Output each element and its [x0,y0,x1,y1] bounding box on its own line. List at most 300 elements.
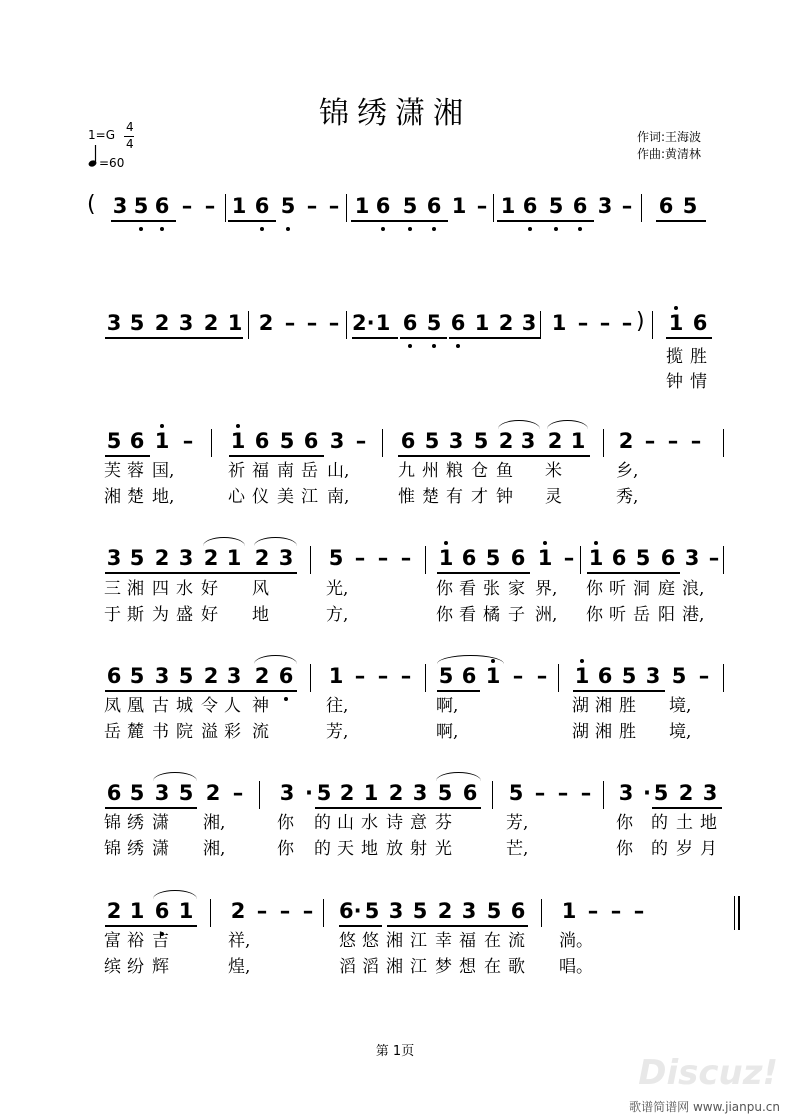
note: 2 [388,781,404,805]
lyric-char: 张 [483,579,500,599]
note: 3 [412,781,428,805]
dash-note: – [328,194,340,218]
lyric-char: 湖 [572,722,589,742]
note: 1 [500,194,516,218]
high-octave-dot [580,659,584,663]
note: 5 [486,899,502,923]
low-octave-dot [408,227,412,231]
tempo-marking: =60 [99,156,125,170]
dash-note: – [621,194,633,218]
note: 6 [462,781,478,805]
note: 6 [450,311,466,335]
bar-line [540,311,541,339]
dash-note: – [256,899,268,923]
lyric-char: 湘 [386,931,403,951]
lyric-char: 意 [410,813,427,833]
lyric-char: 湘 [104,487,121,507]
note: 1 [354,194,370,218]
bar-line [603,781,604,809]
note: 2 [254,546,270,570]
note: 6 [597,664,613,688]
note: 1 [668,311,684,335]
lyric-char: 南, [327,487,350,507]
note: 2 [547,429,563,453]
note: 1 [474,311,490,335]
note: 2 [154,311,170,335]
dash-note: – [621,311,633,335]
beam-underline [666,337,712,339]
lyric-char: 子 [508,605,525,625]
quarter-note-icon [88,144,98,172]
lyric-char: 斯 [127,605,144,625]
lyric-char: 胜 [619,696,636,716]
lyric-char: 书 [152,722,169,742]
lyric-char: 悠 [339,931,356,951]
note: 3 [684,546,700,570]
dash-note: – [181,194,193,218]
beam-underline [229,455,324,457]
dash-note: – [279,899,291,923]
note: 6 [254,429,270,453]
lyric-char: 的 [651,813,668,833]
lyric-char: 想 [459,957,476,977]
note: 3 [278,546,294,570]
note: 2 [437,899,453,923]
note: 3 [178,546,194,570]
lyric-char: 湘, [203,813,226,833]
lyric-char: 风 [252,579,269,599]
note: 1 [438,546,454,570]
lyric-char: 港, [682,605,705,625]
lyric-char: 南 [277,461,294,481]
high-octave-dot [674,306,678,310]
lyric-char: 于 [104,605,121,625]
note: 1 [537,546,553,570]
note: 2 [254,664,270,688]
note: 1 [129,899,145,923]
lyric-char: 在 [484,931,501,951]
note: 6 [510,899,526,923]
note: 5 [653,781,669,805]
low-octave-dot [381,227,385,231]
lyric-char: 人 [224,696,241,716]
time-signature-top: 4 [126,120,134,134]
bar-line [259,781,260,809]
lyric-char: 辉 [152,957,169,977]
bar-line [641,194,642,222]
lyric-char: 楚 [127,487,144,507]
lyric-char: 岳 [633,605,650,625]
note: 2 [203,546,219,570]
note: 1 [375,311,391,335]
lyric-char: 水 [176,579,193,599]
note: 1 [328,664,344,688]
bar-line [652,311,653,339]
final-bar-thick [738,896,740,930]
lyric-char: 放 [386,839,403,859]
low-octave-dot [578,227,582,231]
dash-note: – [557,781,569,805]
dash-note: – [644,429,656,453]
note: 5 [548,194,564,218]
dash-note: – [534,781,546,805]
dash-note: – [302,899,314,923]
note: 3 [106,311,122,335]
low-octave-dot [139,227,143,231]
note: 3 [106,546,122,570]
lyric-char: 粮 [446,461,463,481]
note: 6 [303,429,319,453]
dash-note: – [354,664,366,688]
lyric-char: 灵 [545,487,562,507]
note: 1 [574,664,590,688]
lyric-char: 听 [609,605,626,625]
dash-note: – [400,664,412,688]
lyric-char: 岳 [301,461,318,481]
note: 3 [226,664,242,688]
note: 1 [154,429,170,453]
note: 5 [508,781,524,805]
lyric-char: 富 [104,931,121,951]
lyric-char: 九 [398,461,415,481]
lyric-char: 江 [301,487,318,507]
slur [153,772,197,781]
lyric-char: 射 [410,839,427,859]
lyric-char: 天 [337,839,354,859]
note: 5 [279,429,295,453]
lyric-char: 芳, [506,813,529,833]
lyric-char: 诗 [386,813,403,833]
low-octave-dot [456,344,460,348]
beam-underline [339,925,382,927]
slur [437,655,504,664]
note: 3 [521,311,537,335]
slur [153,890,197,899]
lyric-char: 往, [326,696,349,716]
dash-note: – [587,899,599,923]
beam-underline [573,690,665,692]
note: 5 [316,781,332,805]
dash-note: – [204,194,216,218]
note: 5 [178,781,194,805]
lyric-char: 湘 [386,957,403,977]
note: 1 [230,429,246,453]
note: 5 [402,194,418,218]
note: 6 [154,899,170,923]
dash-note: – [306,194,318,218]
bar-line [346,311,347,339]
beam-underline [400,337,447,339]
bar-line [558,664,559,692]
beam-underline [398,455,590,457]
lyric-char: 缤 [104,957,121,977]
lyric-char: 你 [277,839,294,859]
lyric-char: 看 [459,579,476,599]
note: 2 [205,781,221,805]
high-octave-dot [543,541,547,545]
dash-note: – [182,429,194,453]
lyric-char: 庭 [658,579,675,599]
note: 5 [682,194,698,218]
note: 3 [448,429,464,453]
beam-underline [105,690,297,692]
lyric-char: 煌, [228,957,251,977]
lyric-char: 阳 [658,605,675,625]
bar-line [382,429,383,457]
lyric-char: 滔 [339,957,356,977]
key-signature: 1=G [88,128,115,142]
beam-underline [111,220,176,222]
lyric-char: 胜 [619,722,636,742]
lyric-char: 麓 [127,722,144,742]
lyric-char: 地 [361,839,378,859]
beam-underline [315,807,481,809]
note: 2 [339,781,355,805]
dash-note: – [400,546,412,570]
note: 2 [154,546,170,570]
lyric-char: 岳 [104,722,121,742]
composer-credit: 作曲:黄清林 [637,147,702,161]
lyric-char: 你 [436,605,453,625]
lyric-char: 彩 [224,722,241,742]
note: 1 [588,546,604,570]
high-octave-dot [444,541,448,545]
lyric-char: 境, [669,722,692,742]
note: 6 [426,194,442,218]
lyric-char: 你 [616,839,633,859]
lyric-char: 仪 [252,487,269,507]
dash-note: – [633,899,645,923]
beam-underline [105,455,150,457]
low-octave-dot [554,227,558,231]
lyric-char: 秀, [616,487,639,507]
note: 2 [203,664,219,688]
page-number: 第 1页 [375,1044,415,1059]
low-octave-dot [286,227,290,231]
lyric-char: 浪, [682,579,705,599]
lyric-char: 钟 [496,487,513,507]
lyric-char: 才 [471,487,488,507]
lyric-char: 福 [252,461,269,481]
lyric-char: 光, [326,579,349,599]
beam-underline [656,220,706,222]
lyric-char: 惟 [398,487,415,507]
note: 3 [702,781,718,805]
note: 5 [129,311,145,335]
lyric-char: 看 [459,605,476,625]
note: · [305,781,313,805]
lyric-char: 州 [422,461,439,481]
lyric-char: 蓉 [127,461,144,481]
bar-line [225,194,226,222]
bar-line [723,664,724,692]
slur [547,420,588,429]
lyric-char: 你 [586,579,603,599]
bar-line [541,899,542,927]
lyric-char: 滔 [362,957,379,977]
note: 6 [461,664,477,688]
note: 5 [621,664,637,688]
lyric-char: 你 [436,579,453,599]
bar-line [210,899,211,927]
dash-note: – [476,194,488,218]
dash-note: – [580,781,592,805]
note: 5 [129,546,145,570]
lyric-char: 的 [651,839,668,859]
note: 6 [692,311,708,335]
beam-underline [437,690,480,692]
lyric-char: 水 [361,813,378,833]
note: 1 [178,899,194,923]
lyric-char: 米 [545,461,562,481]
low-octave-dot [260,227,264,231]
note: 6· [339,899,362,923]
lyric-char: 凤 [104,696,121,716]
lyric-char: 土 [676,813,693,833]
lyric-char: 楚 [422,487,439,507]
lyric-char: 芒, [506,839,529,859]
note: 6 [510,546,526,570]
lyric-char: 的 [314,839,331,859]
note: 5 [437,781,453,805]
note: 6 [278,664,294,688]
high-octave-dot [160,424,164,428]
lyric-char: 啊, [436,696,459,716]
lyric-char: 梦 [435,957,452,977]
lyric-char: 芳, [326,722,349,742]
note: 3 [178,311,194,335]
slur [498,420,540,429]
dash-note: – [512,664,524,688]
note: 6 [658,194,674,218]
note: 1 [561,899,577,923]
lyric-char: 在 [484,957,501,977]
note: 1 [363,781,379,805]
note: 1 [226,546,242,570]
lyric-char: 裕 [127,931,144,951]
dash-note: – [536,664,548,688]
low-octave-dot [432,227,436,231]
low-octave-dot [432,344,436,348]
note: 6 [660,546,676,570]
note: 1 [227,311,243,335]
note: 3 [597,194,613,218]
lyric-char: 锦 [104,839,121,859]
bar-line [248,311,249,339]
note: 2 [678,781,694,805]
lyric-char: 湖 [572,696,589,716]
lyric-char: 你 [277,813,294,833]
beam-underline [105,925,197,927]
beam-underline [587,572,680,574]
lyric-char: 美 [277,487,294,507]
lyric-char: 仓 [471,461,488,481]
lyric-char: 绣 [127,813,144,833]
note: 5 [438,664,454,688]
lyric-char: 歌 [508,957,525,977]
lyric-char: 芙 [104,461,121,481]
watermark: 歌谱简谱网 www.jianpu.cn [629,1100,780,1114]
bar-line [211,429,212,457]
lyric-char: 流 [252,722,269,742]
lyric-char: 岁 [676,839,693,859]
bar-line [323,899,324,927]
lyric-char: 湘, [203,839,226,859]
note: 2 [106,899,122,923]
note: 5 [412,899,428,923]
note: 5 [485,546,501,570]
note: 2 [203,311,219,335]
dash-note: – [667,429,679,453]
note: 5 [424,429,440,453]
note: 5 [473,429,489,453]
low-octave-dot [160,227,164,231]
lyric-char: 三 [104,579,121,599]
bracket-open: ( [87,192,96,217]
lyric-char: 的 [314,813,331,833]
lyric-char: 潇 [152,813,169,833]
lyric-char: 芬 [435,813,452,833]
slur [254,655,297,664]
lyric-char: 鱼 [496,461,513,481]
note: 1 [570,429,586,453]
note: 5 [129,664,145,688]
beam-underline [351,220,448,222]
dash-note: – [577,311,589,335]
lyricist-credit: 作词:王海波 [637,130,702,144]
beam-underline [105,337,243,339]
slur [254,537,297,546]
lyric-char: 福 [459,931,476,951]
note: 3 [645,664,661,688]
lyric-char: 江 [410,957,427,977]
low-octave-dot [408,344,412,348]
dash-note: – [306,311,318,335]
lyric-char: 好 [201,579,218,599]
lyric-char: 祥, [228,931,251,951]
lyric-char: 洲, [535,605,558,625]
dash-note: – [610,899,622,923]
lyric-char: 地 [252,605,269,625]
dash-note: – [708,546,720,570]
dash-note: – [698,664,710,688]
note: · [643,781,651,805]
dash-note: – [284,311,296,335]
lyric-char: 吉 [152,931,169,951]
note: 6 [106,781,122,805]
lyric-char: 纷 [127,957,144,977]
lyric-char: 心 [228,487,245,507]
note: 1 [485,664,501,688]
note: 6 [461,546,477,570]
bar-line [346,194,347,222]
lyric-char: 祈 [228,461,245,481]
note: 2 [258,311,274,335]
lyric-char: 山, [327,461,350,481]
bar-line [493,194,494,222]
lyric-char: 地 [700,813,717,833]
lyric-char: 院 [176,722,193,742]
beam-underline [497,220,594,222]
beam-underline [449,337,540,339]
note: 6 [611,546,627,570]
note: 6 [572,194,588,218]
note: 5 [364,899,380,923]
note: 6 [400,429,416,453]
note: 5 [106,429,122,453]
bar-line [425,546,426,574]
lyric-char: 洞 [633,579,650,599]
